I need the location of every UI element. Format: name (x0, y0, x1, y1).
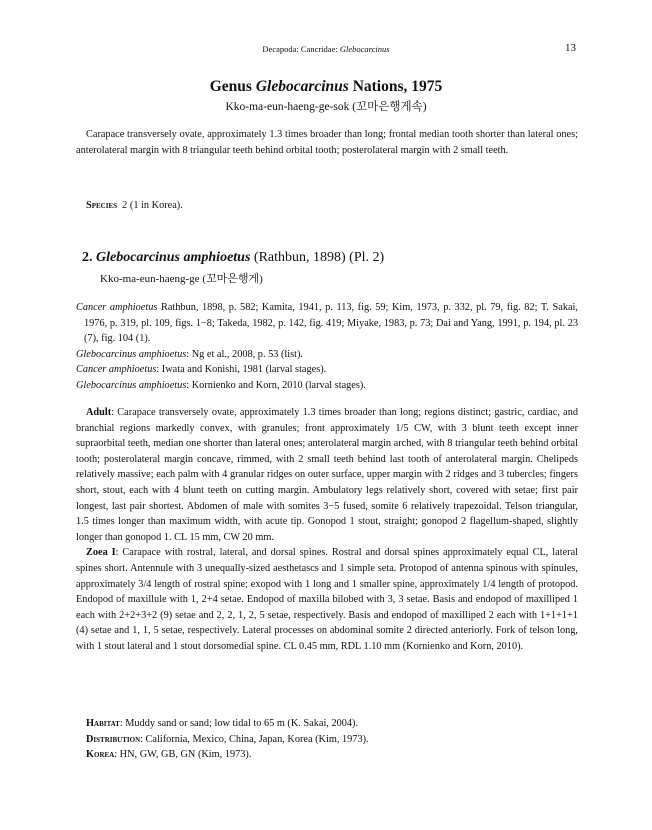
species-count-value: 2 (1 in Korea). (122, 200, 183, 211)
zoea-paragraph (76, 545, 578, 654)
synonym-citation: : Kornienko and Korn, 2010 (larval stages). (186, 379, 366, 391)
synonym-citation: : Ng et al., 2008, p. 53 (list). (186, 348, 303, 360)
synonymy-entry (76, 378, 578, 394)
synonymy-list (76, 300, 578, 394)
running-head (0, 44, 652, 54)
adult-text: : Carapace transversely ovate, approximately 1.3 times broader than long; regions distinct; gastric, cardiac, and branchial regions markedly convex, with granules; front approximately 1/5 CW, with 3 blunt teeth except inner supraorbital teeth, median one shorter than lateral ones; anterolateral margin arched, with 8 triangular teeth behind orbital tooth; posterolateral margin concave, rimmed, with 2 small teeth behind last tooth of anterolateral margin. Chelipeds relatively massive; each palm with 4 granular ridges on outer surface, upper margin with 2 ridges and 3 tubercles; fingers short, stout, each with 4 blunt teeth on cutting margin. Ambulatory legs relatively short, covered with setae; first pair longest, last pair shortest. Abdomen of male with somites 3−5 fused, somite 6 relatively trapezoidal. Telson triangular, 1.5 times longer than maximum width, with acute tip. Gonopod 1 stout, straight; gonopod 2 flagellum-shaped, slightly longer than gonopod 1. CL 15 mm, CW 20 mm. (76, 407, 578, 543)
synonymy-entry (76, 300, 578, 347)
genus-name: Glebocarcinus (255, 78, 349, 95)
distribution-text: : California, Mexico, China, Japan, Korea (Kim, 1973). (140, 733, 369, 745)
adult-label: Adult (86, 407, 112, 418)
species-author: (Rathbun, 1898) (Pl. 2) (250, 250, 385, 265)
description-block (76, 405, 578, 655)
distribution-line (76, 732, 578, 748)
species-count-label: Species (86, 200, 118, 211)
synonym-name: Cancer amphioetus (76, 302, 158, 313)
genus-title (0, 78, 652, 96)
running-head-genus: Glebocarcinus (339, 44, 390, 54)
genus-label: Genus (209, 78, 256, 95)
species-number: 2. (82, 250, 96, 265)
synonym-name: Glebocarcinus amphioetus (76, 348, 187, 360)
zoea-text: : Carapace with rostral, lateral, and dorsal spines. Rostral and dorsal spines approximately equal CL, lateral spines short. Antennule with 3 unequally-sized aesthetascs and 1 simple seta. Protopod of antenna spinous with spinules, approximately 3/4 length of rostral spine; exopod with 1 long and 1 smaller spine, approximately 1/4 length of protopod. Endopod of maxillule with 1, 2+4 setae. Endopod of maxilla bilobed with 3, 3 setae. Basis and endopod of maxilliped 1 each with 2+2+3+2 (9) setae and 2, 2, 1, 2, 5 setae, respectively. Basis and endopod of maxilliped 2 each with 1+1+1+1 (4) setae and 1, 1, 5 setae, respectively. Lateral processes on abdominal somite 2 directed anteriorly. Fork of telson long, with 1 stout lateral and 1 stout dorsomedial spine. CL 0.45 mm, RDL 1.10 mm (Kornienko and Korn, 2010). (76, 547, 578, 652)
synonymy-entry (76, 347, 578, 363)
synonymy-entry (76, 362, 578, 378)
habitat-line (76, 716, 578, 732)
korea-label: Korea (86, 749, 115, 761)
species-title (82, 250, 384, 266)
species-name: Glebocarcinus amphioetus (96, 250, 251, 265)
running-head-prefix: Decapoda: Cancridae: (262, 44, 340, 54)
page-number: 13 (565, 42, 576, 54)
habitat-text: : Muddy sand or sand; low tidal to 65 m (K. Sakai, 2004). (119, 718, 359, 729)
adult-paragraph (76, 405, 578, 545)
habitat-label: Habitat (86, 718, 120, 729)
korea-line (76, 747, 578, 763)
synonym-citation: : Iwata and Konishi, 1981 (larval stages). (156, 364, 327, 376)
genus-author: Nations, 1975 (348, 78, 443, 95)
ecology-block (76, 716, 578, 763)
synonym-citation: Rathbun, 1898, p. 582; Kamita, 1941, p. 113, fig. 59; Kim, 1973, p. 332, pl. 79, fig. 82; T. Sakai, 1976, p. 319, pl. 109, figs. 1−8; Takeda, 1982, p. 142, fig. 419; Miyake, 1983, p. 73; Dai and Yang, 1991, p. 194, pl. 23 (7), fig. 104 (1). (84, 302, 578, 345)
genus-description: Carapace transversely ovate, approximately 1.3 times broader than long; frontal median tooth shorter than lateral ones; anterolateral margin with 8 triangular teeth behind orbital tooth; posterolateral margin with 2 small teeth. (76, 129, 578, 156)
distribution-label: Distribution (86, 733, 141, 745)
synonym-name: Glebocarcinus amphioetus (76, 379, 187, 391)
genus-korean-name: Kko-ma-eun-haeng-ge-sok (꼬마은행게속) (225, 101, 427, 113)
korea-text: : HN, GW, GB, GN (Kim, 1973). (114, 749, 252, 761)
synonym-name: Cancer amphioetus (76, 364, 157, 376)
species-count (76, 198, 578, 214)
zoea-label: Zoea I (86, 547, 116, 559)
species-korean-name: Kko-ma-eun-haeng-ge (꼬마은행게) (100, 273, 263, 285)
